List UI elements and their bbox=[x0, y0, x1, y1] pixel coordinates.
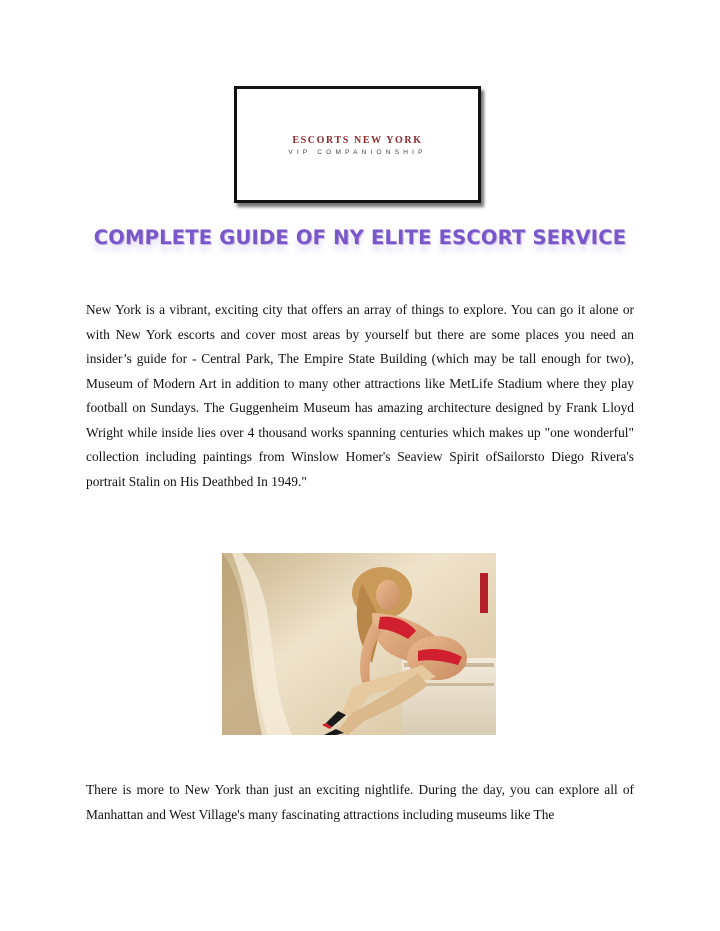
model-photo bbox=[222, 553, 496, 735]
page-heading: COMPLETE GUIDE OF NY ELITE ESCORT SERVICE bbox=[93, 226, 627, 249]
logo-banner bbox=[234, 86, 481, 203]
logo-subtitle: VIP COMPANIONSHIP bbox=[288, 149, 427, 156]
body-paragraph-1: New York is a vibrant, exciting city that offers an array of things to explore. You can go it alone or with New York escorts and cover most areas by yourself but there are some places you need an insider’s guide for - Central Park, The Empire State Building (which may be tall enough for two), Museum of Modern Art in addition to many other attractions like MetLife Stadium where they play football on Sundays. The Guggenheim Museum has amazing architecture designed by Frank Lloyd Wright while inside lies over 4 thousand works spanning centuries which makes up "one wonderful" collection including paintings from Winslow Homer's Seaview Spirit ofSailorsto Diego Rivera's portrait Stalin on His Deathbed In 1949." bbox=[86, 302, 634, 489]
body-paragraph-2: There is more to New York than just an exciting nightlife. During the day, you can explore all of Manhattan and West Village's many fascinating attractions including museums like The bbox=[86, 782, 634, 822]
photo-illustration bbox=[222, 553, 496, 735]
logo-title: ESCORTS NEW YORK bbox=[292, 135, 423, 146]
